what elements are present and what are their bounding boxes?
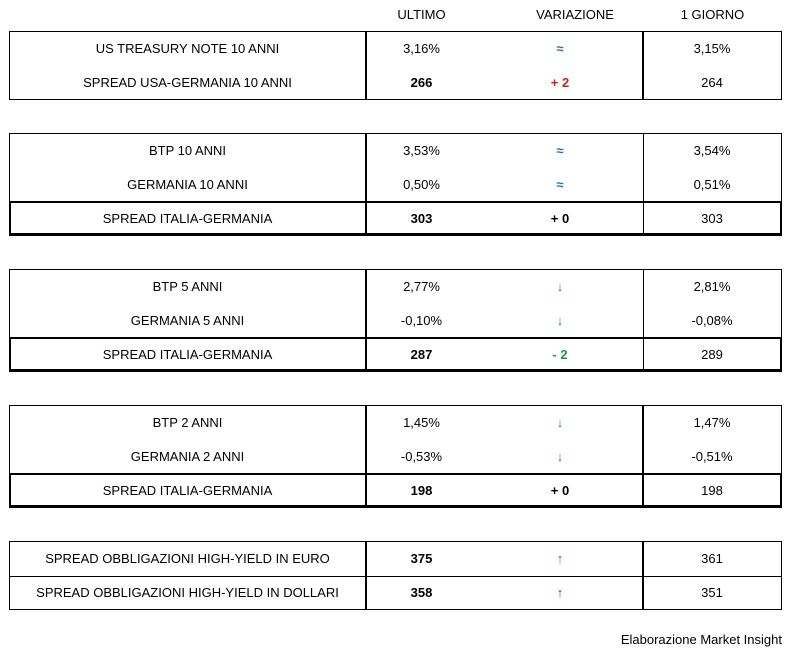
- row-ultimo: 375: [410, 551, 433, 566]
- approx-icon: ≈: [556, 177, 564, 192]
- row-variazione: - 2: [552, 347, 568, 362]
- row-name: SPREAD USA-GERMANIA 10 ANNI: [83, 75, 292, 90]
- row-ultimo: -0,10%: [400, 313, 443, 328]
- header-1-giorno: 1 GIORNO: [680, 7, 745, 22]
- table-row: [10, 576, 781, 610]
- table-row: [10, 134, 781, 168]
- row-ultimo: 358: [410, 585, 433, 600]
- row-name: SPREAD ITALIA-GERMANIA: [102, 211, 273, 226]
- row-ultimo: 3,16%: [403, 41, 440, 56]
- header-ultimo: ULTIMO: [397, 7, 446, 22]
- row-1-giorno: 3,54%: [693, 143, 731, 158]
- row-ultimo: 1,45%: [403, 415, 440, 430]
- table-row: [10, 304, 781, 338]
- row-1-giorno: 289: [701, 347, 723, 362]
- arrow-up-icon: ↑: [556, 585, 564, 600]
- row-name: BTP 2 ANNI: [152, 415, 223, 430]
- arrow-up-icon: ↑: [556, 551, 564, 566]
- row-variazione: + 0: [550, 211, 570, 226]
- row-name: SPREAD OBBLIGAZIONI HIGH-YIELD IN EURO: [45, 551, 330, 566]
- row-ultimo: 303: [410, 211, 433, 226]
- row-1-giorno: 351: [701, 585, 723, 600]
- row-ultimo: 2,77%: [403, 279, 440, 294]
- row-ultimo: 3,53%: [403, 143, 440, 158]
- footer-credit: Elaborazione Market Insight: [620, 632, 782, 647]
- row-name: GERMANIA 10 ANNI: [127, 177, 248, 192]
- table-row: [10, 32, 781, 66]
- row-name: US TREASURY NOTE 10 ANNI: [95, 41, 280, 56]
- row-1-giorno: 2,81%: [693, 279, 731, 294]
- table-row: [10, 66, 781, 100]
- row-ultimo: 266: [410, 75, 433, 90]
- row-ultimo: 198: [410, 483, 433, 498]
- row-name: SPREAD ITALIA-GERMANIA: [102, 347, 273, 362]
- arrow-down-icon: ↓: [556, 449, 564, 464]
- table-row: [10, 474, 781, 508]
- table-block-high-yield: [9, 541, 782, 610]
- table-block-btp-2: [9, 405, 782, 508]
- table-row: [10, 270, 781, 304]
- table-row: [10, 440, 781, 474]
- row-1-giorno: 198: [701, 483, 723, 498]
- row-ultimo: 0,50%: [403, 177, 440, 192]
- row-1-giorno: 264: [701, 75, 723, 90]
- row-1-giorno: 303: [701, 211, 723, 226]
- table-row: [10, 338, 781, 372]
- arrow-down-icon: ↓: [556, 279, 564, 294]
- row-name: BTP 10 ANNI: [148, 143, 227, 158]
- row-variazione: + 2: [550, 75, 570, 90]
- row-1-giorno: 361: [701, 551, 723, 566]
- approx-icon: ≈: [556, 41, 564, 56]
- row-1-giorno: -0,08%: [691, 313, 733, 328]
- table-row: [10, 202, 781, 236]
- row-name: GERMANIA 5 ANNI: [130, 313, 245, 328]
- arrow-down-icon: ↓: [556, 415, 564, 430]
- row-1-giorno: 1,47%: [693, 415, 731, 430]
- row-ultimo: 287: [410, 347, 433, 362]
- row-variazione: + 0: [550, 483, 570, 498]
- row-name: SPREAD ITALIA-GERMANIA: [102, 483, 273, 498]
- header-variazione: VARIAZIONE: [536, 7, 614, 22]
- row-name: GERMANIA 2 ANNI: [130, 449, 245, 464]
- table-block-btp-10: [9, 133, 782, 236]
- arrow-down-icon: ↓: [556, 313, 564, 328]
- row-1-giorno: -0,51%: [691, 449, 733, 464]
- row-name: SPREAD OBBLIGAZIONI HIGH-YIELD IN DOLLARI: [36, 585, 339, 600]
- table-block-us: [9, 31, 782, 100]
- table-row: [10, 168, 781, 202]
- table-row: [10, 542, 781, 576]
- table-row: [10, 406, 781, 440]
- row-name: BTP 5 ANNI: [152, 279, 223, 294]
- table-block-btp-5: [9, 269, 782, 372]
- row-1-giorno: 0,51%: [693, 177, 731, 192]
- row-1-giorno: 3,15%: [693, 41, 731, 56]
- approx-icon: ≈: [556, 143, 564, 158]
- row-ultimo: -0,53%: [400, 449, 443, 464]
